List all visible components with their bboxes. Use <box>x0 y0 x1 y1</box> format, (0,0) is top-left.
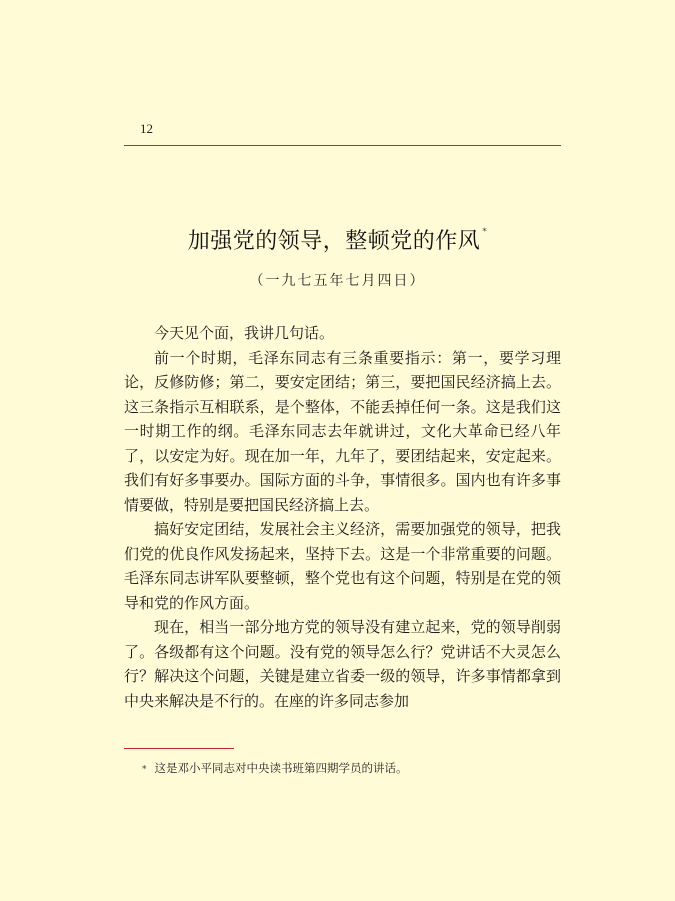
article-title-text: 加强党的领导，整顿党的作风 <box>187 229 481 254</box>
paragraph: 现在，相当一部分地方党的领导没有建立起来，党的领导削弱了。各级都有这个问题。没有党的领导怎么行？党讲话不大灵怎么行？解决这个问题，关键是建立省委一级的领导，许多事情都拿到中央来解决是不行的。在座的许多同志参加 <box>124 618 561 710</box>
paragraph: 今天见个面，我讲几句话。 <box>154 324 335 342</box>
article-body <box>124 321 561 713</box>
paragraph: 前一个时期，毛泽东同志有三条重要指示：第一，要学习理论，反修防修；第二，要安定团结；第三，要把国民经济搞上去。这三条指示互相联系，是个整体，不能丢掉任何一条。这是我们这一时期工作的纲。毛泽东同志去年就讲过，文化大革命已经八年了，以安定为好。现在加一年，九年了，要团结起来，安定起来。我们有好多事要办。国际方面的斗争，事情很多。国内也有许多事情要做，特别是要把国民经济搞上去。 <box>124 348 561 514</box>
page-number: 12 <box>140 121 153 136</box>
article-date: （一九七五年七月四日） <box>249 273 426 289</box>
paragraph: 搞好安定团结，发展社会主义经济，需要加强党的领导，把我们党的优良作风发扬起来，坚持下去。这是一个非常重要的问题。毛泽东同志讲军队要整顿，整个党也有这个问题，特别是在党的领导和党的作风方面。 <box>124 520 561 612</box>
article-title <box>0 224 675 255</box>
footnote-rule <box>124 748 234 749</box>
footnote <box>142 760 408 776</box>
footnote-mark: * <box>142 765 147 775</box>
header-rule <box>124 145 561 146</box>
footnote-text: 这是邓小平同志对中央读书班第四期学员的讲话。 <box>154 761 408 775</box>
title-note-mark[interactable]: * <box>482 227 488 237</box>
